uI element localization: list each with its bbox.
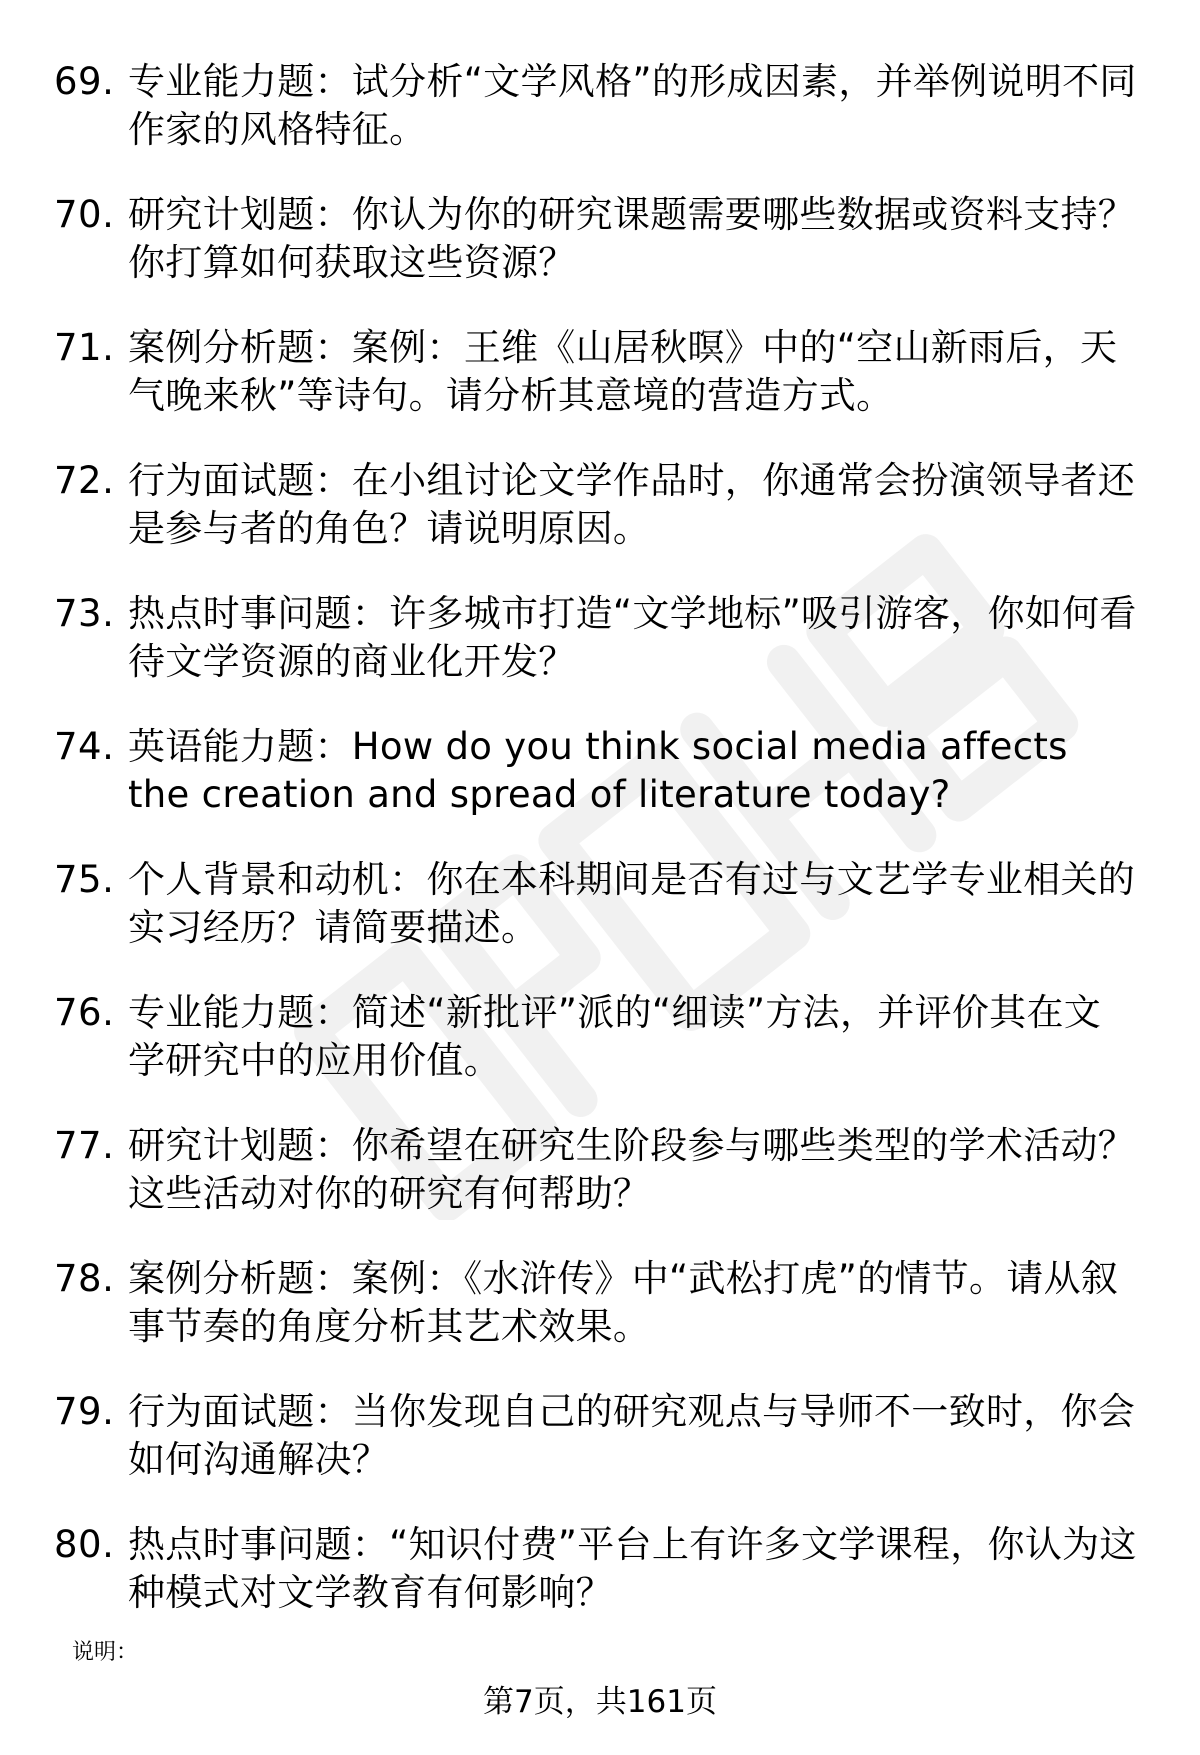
question-number: 71. (54, 326, 115, 369)
list-item (0, 989, 1200, 1122)
question-text: 行为面试题：在小组讨论文学作品时，你通常会扮演领导者还是参与者的角色？请说明原因。 (128, 459, 1136, 550)
note-label: 说明： (72, 1640, 139, 1665)
question-text: 案例分析题：案例：《水浒传》中“武松打虎”的情节。请从叙事节奏的角度分析其艺术效果。 (128, 1257, 1119, 1348)
list-item (0, 856, 1200, 989)
question-number: 76. (54, 991, 115, 1034)
question-list (0, 58, 1200, 1654)
question-text: 专业能力题：试分析“文学风格”的形成因素，并举例说明不同作家的风格特征。 (128, 60, 1137, 151)
question-text: 案例分析题：案例：王维《山居秋暝》中的“空山新雨后，天气晚来秋”等诗句。请分析其意境的营造方式。 (128, 326, 1118, 417)
list-item (0, 324, 1200, 457)
question-number: 73. (54, 592, 115, 635)
question-number: 69. (54, 60, 115, 103)
question-number: 75. (54, 858, 115, 901)
question-number: 78. (54, 1257, 115, 1300)
question-text: 热点时事问题：许多城市打造“文学地标”吸引游客，你如何看待文学资源的商业化开发？ (128, 592, 1137, 683)
list-item (0, 58, 1200, 191)
question-text: 热点时事问题：“知识付费”平台上有许多文学课程，你认为这种模式对文学教育有何影响？ (128, 1523, 1137, 1614)
question-text: 英语能力题：How do you think social media affects the creation and spread of literature today? (128, 725, 1068, 816)
question-number: 72. (54, 459, 115, 502)
list-item (0, 590, 1200, 723)
question-text: 专业能力题：简述“新批评”派的“细读”方法，并评价其在文学研究中的应用价值。 (128, 991, 1102, 1082)
list-item (0, 1255, 1200, 1388)
list-item (0, 1122, 1200, 1255)
question-text: 研究计划题：你希望在研究生阶段参与哪些类型的学术活动？这些活动对你的研究有何帮助？ (128, 1124, 1136, 1215)
question-number: 77. (54, 1124, 115, 1167)
list-item (0, 1388, 1200, 1521)
question-text: 个人背景和动机：你在本科期间是否有过与文艺学专业相关的实习经历？请简要描述。 (128, 858, 1136, 949)
list-item (0, 1521, 1200, 1654)
page-footer: 第7页，共161页 (483, 1684, 717, 1720)
list-item (0, 723, 1200, 856)
list-item (0, 457, 1200, 590)
question-text: 行为面试题：当你发现自己的研究观点与导师不一致时，你会如何沟通解决？ (128, 1390, 1136, 1481)
question-number: 80. (54, 1523, 115, 1566)
list-item (0, 191, 1200, 324)
question-text: 研究计划题：你认为你的研究课题需要哪些数据或资料支持？你打算如何获取这些资源？ (128, 193, 1136, 284)
question-number: 70. (54, 193, 115, 236)
question-number: 79. (54, 1390, 115, 1433)
question-number: 74. (54, 725, 115, 768)
